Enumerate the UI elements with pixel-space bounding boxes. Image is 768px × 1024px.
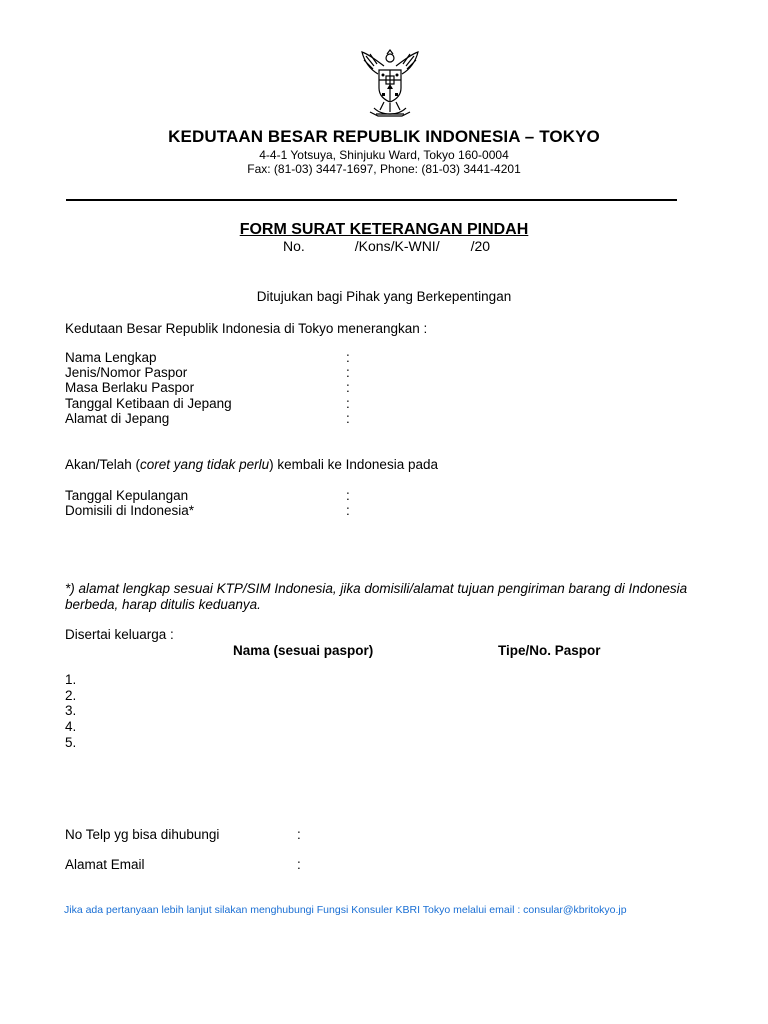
field-row [65, 350, 465, 366]
return-field-label: Domisili di Indonesia* [65, 503, 195, 518]
field-colon: : [346, 380, 350, 395]
addressed-to: Ditujukan bagi Pihak yang Berkepentingan [256, 289, 512, 304]
family-row: 2. [65, 688, 77, 703]
form-number-prefix: No. [283, 238, 305, 254]
field-row [65, 396, 465, 412]
family-row: 3. [65, 703, 77, 718]
embassy-title: KEDUTAAN BESAR REPUBLIK INDONESIA – TOKYO [168, 127, 600, 146]
field-colon: : [346, 411, 350, 426]
return-statement [65, 457, 438, 472]
email-row [65, 857, 465, 873]
field-colon: : [346, 365, 350, 380]
return-field-row [65, 488, 465, 504]
field-label: Tanggal Ketibaan di Jepang [65, 396, 232, 411]
address-note: *) alamat lengkap sesuai KTP/SIM Indonesia, jika domisili/alamat tujuan pengiriman barang di Indonesia berbeda, harap ditulis keduanya. [65, 581, 688, 612]
field-colon: : [346, 350, 350, 365]
form-number-mid: /Kons/K-WNI/ [354, 238, 440, 254]
form-number-suffix: /20 [470, 238, 491, 254]
field-colon: : [346, 503, 350, 518]
field-label: Alamat di Jepang [65, 411, 170, 426]
garuda-emblem-icon [358, 48, 422, 122]
family-col-name: Nama (sesuai paspor) [233, 643, 374, 658]
field-row [65, 365, 465, 381]
embassy-contact: Fax: (81-03) 3447-1697, Phone: (81-03) 3441-4201 [247, 162, 521, 176]
embassy-address: 4-4-1 Yotsuya, Shinjuku Ward, Tokyo 160-0004 [259, 148, 509, 162]
return-suffix: ) kembali ke Indonesia pada [269, 457, 438, 472]
family-row: 1. [65, 672, 77, 687]
return-field-label: Tanggal Kepulangan [65, 488, 189, 503]
family-row: 5. [65, 735, 77, 750]
email-label: Alamat Email [65, 857, 145, 872]
footer-contact-note: Jika ada pertanyaan lebih lanjut silakan menghubungi Fungsi Konsuler KBRI Tokyo melalui email : consular@kbritokyo.jp [64, 904, 627, 916]
field-label: Jenis/Nomor Paspor [65, 365, 188, 380]
field-row [65, 411, 465, 427]
form-number [283, 238, 490, 254]
field-colon: : [346, 488, 350, 503]
intro-text: Kedutaan Besar Republik Indonesia di Tokyo menerangkan : [65, 321, 428, 336]
field-label: Nama Lengkap [65, 350, 157, 365]
field-row [65, 380, 465, 396]
field-colon: : [346, 396, 350, 411]
field-colon: : [297, 827, 301, 842]
header-divider [66, 199, 677, 201]
family-label: Disertai keluarga : [65, 627, 174, 642]
return-italic-note: coret yang tidak perlu [140, 457, 270, 472]
field-label: Masa Berlaku Paspor [65, 380, 195, 395]
return-prefix: Akan/Telah ( [65, 457, 141, 472]
family-col-passport: Tipe/No. Paspor [498, 643, 601, 658]
phone-row [65, 827, 465, 843]
form-title: FORM SURAT KETERANGAN PINDAH [239, 221, 529, 238]
family-row: 4. [65, 719, 77, 734]
phone-label: No Telp yg bisa dihubungi [65, 827, 220, 842]
field-colon: : [297, 857, 301, 872]
return-field-row [65, 503, 465, 519]
